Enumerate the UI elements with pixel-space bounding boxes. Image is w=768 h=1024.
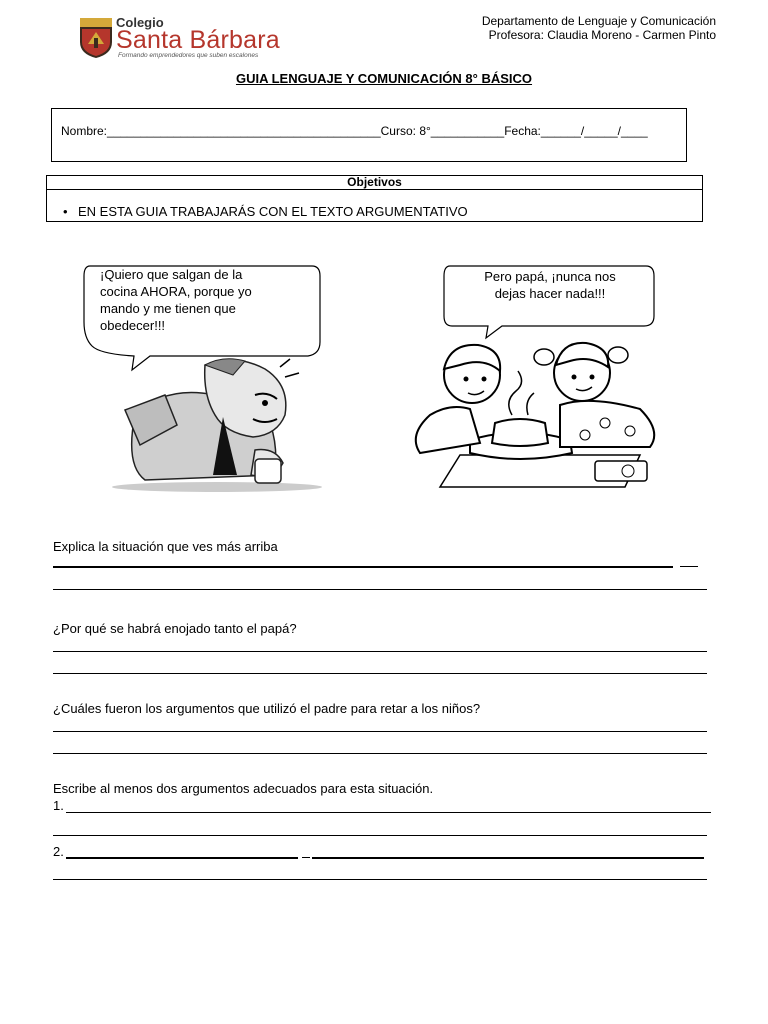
angry-father-illustration <box>105 355 327 495</box>
answer-line[interactable] <box>66 857 298 859</box>
school-shield-logo <box>78 16 114 60</box>
answer-line[interactable] <box>680 566 698 567</box>
father-speech-line: obedecer!!! <box>100 318 166 333</box>
father-speech-line: ¡Quiero que salgan de la <box>100 267 243 282</box>
kids-speech-line: Pero papá, ¡nunca nos <box>484 269 616 284</box>
kids-speech-text <box>444 268 656 302</box>
logo-tagline: Formando emprendedores que suben escalones <box>118 52 259 59</box>
question-3: ¿Cuáles fueron los argumentos que utilizó el padre para retar a los niños? <box>53 701 481 716</box>
answer-line[interactable] <box>53 589 707 590</box>
answer-line[interactable] <box>53 879 707 880</box>
page-title-text: GUIA LENGUAJE Y COMUNICACIÓN 8° BÁSICO <box>235 71 533 86</box>
kids-cooking-illustration <box>400 335 670 495</box>
answer-line[interactable] <box>53 835 707 836</box>
answer-number-1: 1. <box>53 798 64 813</box>
question-1: Explica la situación que ves más arriba <box>53 539 278 554</box>
answer-line[interactable] <box>66 812 711 813</box>
answer-line[interactable] <box>53 673 707 674</box>
header-info <box>482 14 716 42</box>
father-speech-line: mando y me tienen que <box>100 301 236 316</box>
student-info-fields[interactable]: Nombre:_________________________________________Curso: 8°___________Fecha:______/_____/____ <box>61 124 648 138</box>
kids-speech-line: dejas hacer nada!!! <box>494 286 606 301</box>
logo-text-colegio: Colegio <box>116 15 164 30</box>
answer-line[interactable] <box>302 857 310 858</box>
father-speech-text <box>100 266 252 334</box>
teachers-text: Profesora: Claudia Moreno - Carmen Pinto <box>488 28 716 42</box>
answer-line[interactable] <box>53 753 707 754</box>
question-2: ¿Por qué se habrá enojado tanto el papá? <box>53 621 297 636</box>
answer-line[interactable] <box>312 857 704 859</box>
answer-number-2: 2. <box>53 844 64 859</box>
objectives-heading: Objetivos <box>46 175 703 190</box>
page-title <box>0 71 768 86</box>
father-speech-line: cocina AHORA, porque yo <box>100 284 252 299</box>
answer-line[interactable] <box>53 566 673 568</box>
answer-line[interactable] <box>53 731 707 732</box>
department-text: Departamento de Lenguaje y Comunicación <box>481 14 716 28</box>
objective-item: • EN ESTA GUIA TRABAJARÁS CON EL TEXTO ARGUMENTATIVO <box>78 204 468 219</box>
logo-text-name: Santa Bárbara <box>116 26 280 54</box>
question-4: Escribe al menos dos argumentos adecuados para esta situación. <box>53 781 434 796</box>
answer-line[interactable] <box>53 651 707 652</box>
